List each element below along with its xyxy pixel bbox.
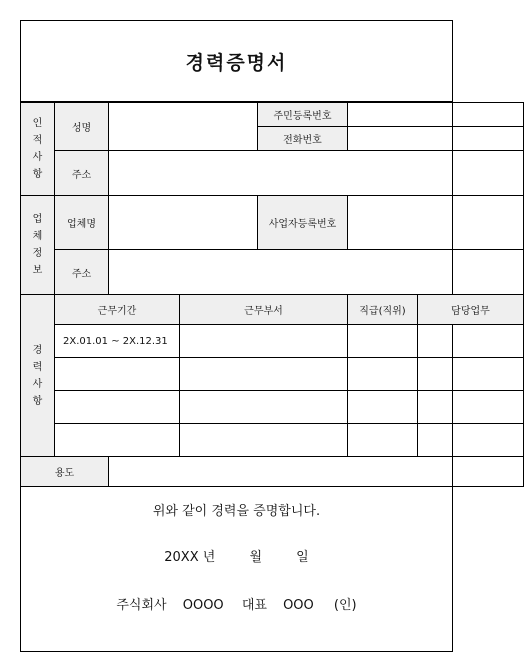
company-section-label: 업 체 정 보 [21, 196, 55, 295]
personal-address-field[interactable] [109, 151, 524, 196]
career-header-dept: 근무부서 [180, 295, 348, 325]
footer [21, 458, 452, 652]
name-field[interactable] [109, 103, 258, 151]
career-cell[interactable] [418, 325, 524, 358]
year-text: 20XX 년 [164, 550, 216, 565]
career-cell[interactable] [55, 424, 180, 457]
resident-no-field[interactable] [348, 103, 524, 127]
resident-no-label: 주민등록번호 [258, 103, 348, 127]
career-cell[interactable] [180, 424, 348, 457]
date-line [21, 546, 452, 565]
personal-address-label: 주소 [55, 151, 109, 196]
career-header-rank: 직급(직위) [348, 295, 418, 325]
career-cell[interactable] [55, 391, 180, 424]
career-cell[interactable] [180, 325, 348, 358]
career-cell[interactable]: 2X.01.01 ~ 2X.12.31 [55, 325, 180, 358]
company-name-field[interactable] [109, 196, 258, 250]
certification-statement: 위와 같이 경력을 증명합니다. [152, 504, 321, 519]
company-address-field[interactable] [109, 250, 524, 295]
business-no-label: 사업자등록번호 [258, 196, 348, 250]
career-cell[interactable] [418, 424, 524, 457]
phone-label: 전화번호 [258, 127, 348, 151]
personal-section-label: 인 적 사 항 [21, 103, 55, 196]
name-label: 성명 [55, 103, 109, 151]
day-text: 일 [296, 550, 309, 565]
title-area [21, 21, 452, 102]
company-type-text: 주식회사 [116, 598, 167, 613]
career-header-period: 근무기간 [55, 295, 180, 325]
seal-mark: (인) [333, 598, 357, 613]
table-row [21, 391, 524, 424]
issuer-line [21, 594, 452, 613]
career-cell[interactable] [55, 358, 180, 391]
career-cell[interactable] [418, 358, 524, 391]
career-cell[interactable] [348, 391, 418, 424]
career-cell[interactable] [418, 391, 524, 424]
certificate-table [20, 102, 524, 487]
career-cell[interactable] [180, 391, 348, 424]
document-title: 경력증명서 [185, 51, 288, 74]
representative-label: 대표 [241, 598, 267, 613]
purpose-label: 용도 [21, 457, 109, 487]
table-row [21, 358, 524, 391]
month-text: 월 [249, 550, 263, 565]
career-cell[interactable] [348, 325, 418, 358]
career-header-duty: 담당업무 [418, 295, 524, 325]
table-row [21, 424, 524, 457]
table-row [21, 325, 524, 358]
career-cell[interactable] [348, 424, 418, 457]
issuer-company-name: OOOO [182, 598, 224, 613]
company-name-label: 업체명 [55, 196, 109, 250]
phone-field[interactable] [348, 127, 524, 151]
career-cell[interactable] [180, 358, 348, 391]
certificate-sheet [20, 20, 490, 652]
career-cell[interactable] [348, 358, 418, 391]
business-no-field[interactable] [348, 196, 524, 250]
company-address-label: 주소 [55, 250, 109, 295]
representative-name: OOO [283, 598, 314, 613]
career-section-label: 경 력 사 항 [21, 295, 55, 457]
